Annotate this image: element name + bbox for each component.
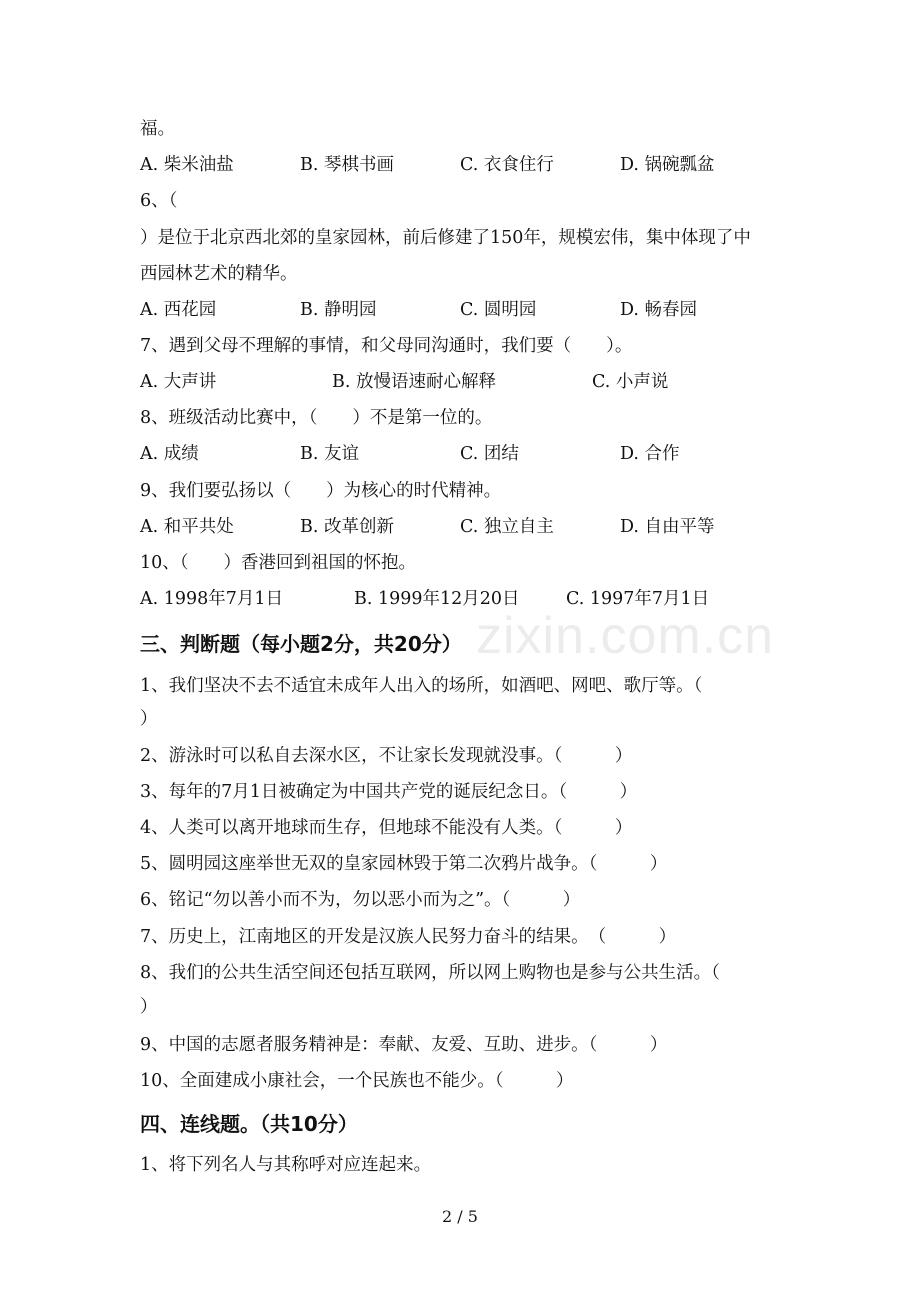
- section4-title: 四、连线题。（共10分）: [140, 1112, 358, 1136]
- q6-option-b: B. 静明园: [300, 300, 377, 320]
- q8-option-d: D. 合作: [620, 444, 680, 464]
- q6-option-a: A. 西花园: [140, 300, 217, 320]
- judgment-5: 5、圆明园这座举世无双的皇家园林毁于第二次鸦片战争。（ ）: [140, 854, 668, 874]
- q9-text: 9、我们要弘扬以（ ）为核心的时代精神。: [140, 481, 502, 501]
- judgment-10: 10、全面建成小康社会，一个民族也不能少。（ ）: [140, 1071, 574, 1091]
- q7-text: 7、遇到父母不理解的事情，和父母同沟通时，我们要（ ）。: [140, 336, 633, 356]
- q6-line1: ）是位于北京西北郊的皇家园林，前后修建了150年，规模宏伟，集中体现了中: [140, 228, 751, 248]
- q5-option-c: C. 衣食住行: [460, 155, 554, 175]
- q5-tail: 福。: [140, 119, 175, 139]
- q5-option-a: A. 柴米油盐: [140, 155, 234, 175]
- judgment-9: 9、中国的志愿者服务精神是：奉献、友爱、互助、进步。（ ）: [140, 1035, 668, 1055]
- judgment-7: 7、历史上，江南地区的开发是汉族人民努力奋斗的结果。 （ ）: [140, 927, 677, 947]
- page-number: 2 / 5: [442, 1207, 478, 1226]
- q6-option-d: D. 畅春园: [620, 300, 698, 320]
- q10-option-a: A. 1998年7月1日: [140, 589, 284, 609]
- watermark: zixin.com.cn: [476, 607, 775, 665]
- judgment-1-tail: ）: [140, 709, 158, 729]
- q8-option-b: B. 友谊: [300, 444, 359, 464]
- q6-head: 6、（: [140, 191, 178, 211]
- q9-option-a: A. 和平共处: [140, 517, 234, 537]
- q6-line2: 西园林艺术的精华。: [140, 264, 298, 284]
- q6-option-c: C. 圆明园: [460, 300, 537, 320]
- q8-text: 8、班级活动比赛中，（ ）不是第一位的。: [140, 408, 493, 428]
- q10-option-c: C. 1997年7月1日: [566, 589, 710, 609]
- q10-option-b: B. 1999年12月20日: [354, 589, 520, 609]
- q7-option-c: C. 小声说: [592, 372, 669, 392]
- judgment-3: 3、每年的7月1日被确定为中国共产党的诞辰纪念日。（ ）: [140, 782, 638, 802]
- q5-option-d: D. 锅碗瓢盆: [620, 155, 715, 175]
- q10-text: 10、（ ）香港回到祖国的怀抱。: [140, 553, 417, 573]
- q7-option-b: B. 放慢语速耐心解释: [332, 372, 496, 392]
- q5-option-b: B. 琴棋书画: [300, 155, 394, 175]
- judgment-8: 8、我们的公共生活空间还包括互联网，所以网上购物也是参与公共生活。（: [140, 963, 720, 983]
- q4-1-text: 1、将下列名人与其称呼对应连起来。: [140, 1155, 432, 1175]
- q9-option-c: C. 独立自主: [460, 517, 554, 537]
- judgment-4: 4、人类可以离开地球而生存，但地球不能没有人类。（ ）: [140, 818, 633, 838]
- q7-option-a: A. 大声讲: [140, 372, 217, 392]
- judgment-1: 1、我们坚决不去不适宜未成年人出入的场所，如酒吧、网吧、歌厅等。（: [140, 676, 703, 696]
- section3-title: 三、判断题（每小题2分，共20分）: [140, 632, 462, 656]
- q8-option-a: A. 成绩: [140, 444, 199, 464]
- judgment-6: 6、铭记“勿以善小而不为，勿以恶小而为之”。（ ）: [140, 890, 581, 910]
- q9-option-b: B. 改革创新: [300, 517, 394, 537]
- judgment-8-tail: ）: [140, 997, 158, 1017]
- q9-option-d: D. 自由平等: [620, 517, 715, 537]
- q8-option-c: C. 团结: [460, 444, 519, 464]
- judgment-2: 2、游泳时可以私自去深水区，不让家长发现就没事。（ ）: [140, 746, 633, 766]
